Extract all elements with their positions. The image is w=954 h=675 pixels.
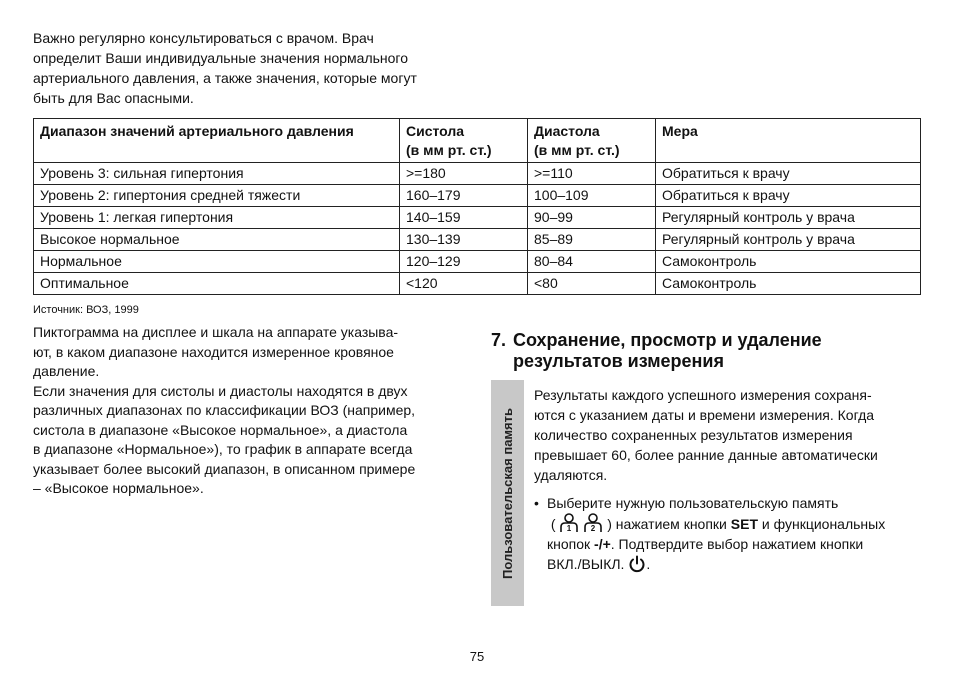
header-measure: Мера [656,119,921,163]
intro-line: Важно регулярно консультироваться с врачом. Врач [33,30,374,46]
paragraph-ranges: Если значения для систолы и диастолы находятся в двух различных диапазонах по классификации ВОЗ (например, систола в диапазоне «Высокое нормальное», а диастола в диапазоне «Нормальное»), то график в аппарате всегда указывает более высокий диапазон, в описанном примере – «Высокое нормальное». [33,382,416,496]
side-tab [491,380,524,606]
section-heading [491,330,911,372]
table-cell: Обратиться к врачу [656,163,921,185]
table-cell: Уровень 1: легкая гипертония [34,207,400,229]
table-cell: Обратиться к врачу [656,185,921,207]
table-cell: 100–109 [528,185,656,207]
intro-paragraph [33,28,473,108]
header-systole: Систола (в мм рт. ст.) [400,119,528,163]
table-cell: Уровень 2: гипертония средней тяжести [34,185,400,207]
right-column-text [534,385,914,574]
table-cell: Самоконтроль [656,251,921,273]
table-cell: <80 [528,273,656,295]
table-row [34,163,921,185]
table-cell: Регулярный контроль у врача [656,207,921,229]
table-cell: Нормальное [34,251,400,273]
set-key-label: SET [730,516,758,532]
side-tab-label: Пользовательская память [500,407,515,579]
power-icon [628,555,646,573]
svg-text:1: 1 [567,524,572,533]
section-title-line1: Сохранение, просмотр и удаление [513,330,822,350]
table-cell: Высокое нормальное [34,229,400,251]
table-cell: 80–84 [528,251,656,273]
table-cell: >=180 [400,163,528,185]
table-row [34,251,921,273]
intro-line: определит Ваши индивидуальные значения нормального [33,50,409,66]
svg-text:2: 2 [591,524,596,533]
user-memory-2-icon [583,513,603,533]
table-cell: 140–159 [400,207,528,229]
table-cell: 160–179 [400,185,528,207]
table-cell: Оптимальное [34,273,400,295]
table-header-row [34,119,921,163]
table-row [34,207,921,229]
table-cell: 130–139 [400,229,528,251]
table-cell: 90–99 [528,207,656,229]
section-title-line2: результатов измерения [513,351,724,371]
intro-line: быть для Вас опасными. [33,90,194,106]
page-number: 75 [469,649,485,664]
bullet-item: • Выберите нужную пользовательскую память ( 1 2 ) нажатием кнопки SET и функциональных кнопок -/+. Подтвердите выбор нажатием кнопки ВКЛ./ВЫКЛ. . [534,495,886,572]
minus-plus-key-label: -/+ [594,536,611,552]
user-memory-1-icon [559,513,579,533]
section-number: 7. [491,330,507,350]
table-cell: Регулярный контроль у врача [656,229,921,251]
table-cell: Уровень 3: сильная гипертония [34,163,400,185]
table-source: Источник: ВОЗ, 1999 [33,304,139,316]
table-cell: <120 [400,273,528,295]
paragraph-storage: Результаты каждого успешного измерения сохраня- ются с указанием даты и времени измерения. Когда количество сохраненных результатов измерения превышает 60, более ранние данные автоматически удаляются. [534,387,878,483]
table-row [34,273,921,295]
header-range: Диапазон значений артериального давления [34,119,400,163]
intro-line: артериального давления, а также значения, которые могут [33,70,417,86]
paragraph-pictogram: Пиктограмма на дисплее и шкала на аппарате указыва- ют, в каком диапазоне находится измеренное кровяное давление. [33,324,399,379]
table-row [34,185,921,207]
table-row [34,229,921,251]
header-diastole: Диастола (в мм рт. ст.) [528,119,656,163]
left-column-text [33,323,463,499]
table-cell: Самоконтроль [656,273,921,295]
blood-pressure-table [33,118,921,295]
bullet-dot: • [534,495,539,511]
table-cell: 120–129 [400,251,528,273]
table-cell: 85–89 [528,229,656,251]
table-cell: >=110 [528,163,656,185]
